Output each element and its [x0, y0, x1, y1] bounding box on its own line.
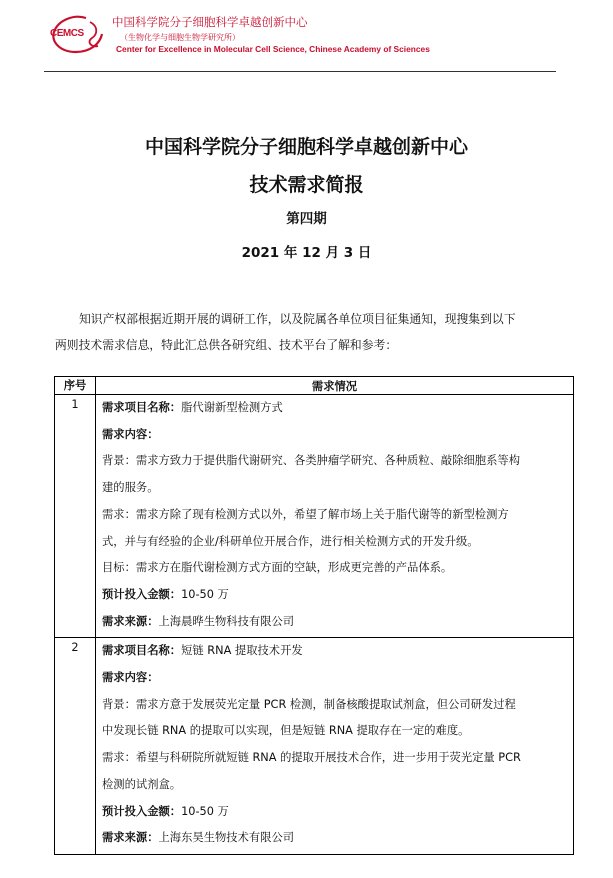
intro-line: 两则技术需求信息，特此汇总供各研究组、技术平台了解和参考：	[55, 338, 398, 352]
table-row	[55, 395, 574, 638]
content-label: 需求内容：	[102, 671, 159, 685]
cemcs-logo	[46, 12, 106, 60]
source-line	[102, 609, 567, 636]
project-name: 短链 RNA 提取技术开发	[181, 644, 303, 658]
body-line: 目标：需求方在脂代谢检测方式方面的空缺，形成更完善的产品体系。	[102, 561, 453, 575]
table-row	[55, 638, 574, 855]
invest-label: 预计投入金额：	[102, 804, 182, 818]
org-name-en: Center for Excellence in Molecular Cell Science, Chinese Academy of Sciences	[116, 44, 430, 54]
row-number: 1	[55, 395, 96, 638]
issue-date: 2021 年 12 月 3 日	[241, 245, 372, 261]
invest-line	[102, 799, 567, 826]
source-company: 上海晨晔生物科技有限公司	[158, 614, 295, 628]
header-divider	[44, 71, 556, 72]
body-line: 中发现长链 RNA 的提取可以实现，但是短链 RNA 提取存在一定的难度。	[102, 724, 470, 738]
invest-line	[102, 582, 567, 609]
intro-paragraph	[55, 306, 555, 358]
header-demand: 需求情况	[96, 377, 574, 395]
content-label: 需求内容：	[102, 427, 159, 441]
body-line: 需求：希望与科研院所就短链 RNA 的提取开展技术合作，进一步用于荧光定量 PCR	[102, 751, 521, 765]
table-header-row	[55, 377, 574, 395]
row-number: 2	[55, 638, 96, 855]
project-label: 需求项目名称：	[102, 401, 182, 414]
source-label: 需求来源：	[102, 614, 159, 628]
project-name: 脂代谢新型检测方式	[181, 401, 283, 414]
invest-amount: 10-50 万	[181, 804, 229, 818]
demand-cell	[96, 395, 574, 638]
project-line	[102, 638, 567, 665]
header-serial: 序号	[55, 377, 96, 395]
doc-subtitle: 技术需求简报	[249, 174, 364, 196]
demand-cell	[96, 638, 574, 855]
demand-table	[54, 376, 574, 855]
project-label: 需求项目名称：	[102, 644, 182, 658]
intro-line: 知识产权部根据近期开展的调研工作，以及院属各单位项目征集通知，现搜集到以下	[79, 312, 516, 326]
body-line: 检测的试剂盒。	[102, 777, 182, 791]
source-line	[102, 825, 567, 852]
project-line	[102, 395, 567, 422]
org-subtitle: （生物化学与细胞生物学研究所）	[120, 33, 240, 42]
body-line: 背景：需求方意于发展荧光定量 PCR 检测，制备核酸提取试剂盒，但公司研发过程	[102, 697, 516, 711]
source-label: 需求来源：	[102, 831, 159, 845]
body-line: 需求：需求方除了现有检测方式以外，希望了解市场上关于脂代谢等的新型检测方	[102, 507, 509, 521]
logo-text: CEMCS	[50, 28, 84, 39]
issue-number: 第四期	[286, 211, 327, 227]
body-line: 背景：需求方致力于提供脂代谢研究、各类肿瘤学研究、各种质粒、敲除细胞系等构	[102, 454, 520, 468]
body-line: 建的服务。	[102, 481, 159, 495]
invest-label: 预计投入金额：	[102, 587, 182, 601]
invest-amount: 10-50 万	[181, 587, 229, 601]
org-name-cn: 中国科学院分子细胞科学卓越创新中心	[112, 15, 308, 29]
doc-title: 中国科学院分子细胞科学卓越创新中心	[144, 136, 468, 158]
page-header	[0, 0, 613, 74]
source-company: 上海东昊生物技术有限公司	[158, 831, 295, 845]
body-line: 式，并与有经验的企业/科研单位开展合作，进行相关检测方式的开发升级。	[102, 534, 479, 548]
